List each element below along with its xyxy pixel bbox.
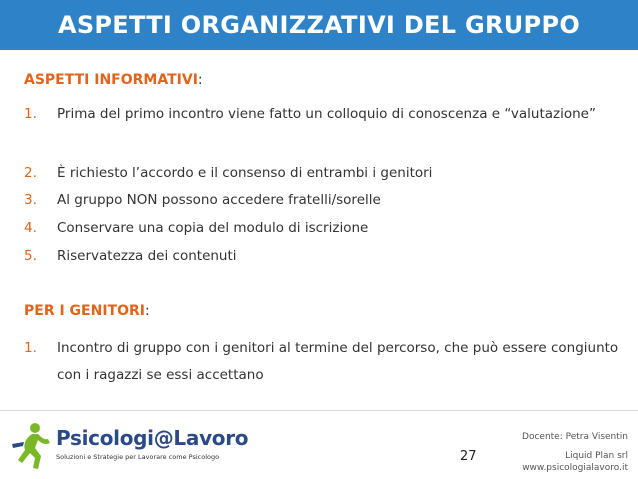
list-number: 4.: [24, 220, 37, 236]
section-heading-text: ASPETTI INFORMATIVI: [24, 72, 198, 88]
company-label: Liquid Plan srl: [565, 451, 628, 461]
section-heading-text: PER I GENITORI: [24, 303, 145, 319]
list-number: 3.: [24, 192, 37, 208]
docente-label: Docente: Petra Visentin: [522, 432, 628, 442]
list-text: Conservare una copia del modulo di iscrizione: [57, 220, 369, 236]
list-text: Prima del primo incontro viene fatto un colloquio di conoscenza e “valutazione”: [57, 106, 596, 122]
runner-figure-icon: [8, 420, 52, 470]
page-number: 27: [460, 449, 477, 464]
list-text: Riservatezza dei contenuti: [57, 248, 237, 264]
footer-divider: [0, 410, 638, 411]
list-number: 2.: [24, 165, 37, 181]
psicologi-lavoro-logo: [8, 420, 249, 470]
heading-colon: :: [144, 303, 150, 319]
list-item: [24, 187, 624, 214]
section-heading-informativi: [24, 72, 203, 88]
page-title: ASPETTI ORGANIZZATIVI DEL GRUPPO: [57, 11, 581, 39]
list-item: [24, 101, 624, 155]
list-number: 1.: [24, 340, 37, 356]
list-text: È richiesto l’accordo e il consenso di entrambi i genitori: [57, 165, 433, 181]
list-item: [24, 160, 624, 187]
section-heading-genitori: [24, 303, 150, 319]
list-item: [24, 215, 624, 242]
list-item: [24, 243, 624, 270]
list-number: 1.: [24, 106, 37, 122]
title-bar: [0, 0, 638, 50]
list-number: 5.: [24, 248, 37, 264]
heading-colon: :: [197, 72, 203, 88]
logo-name: Psicologi@Lavoro: [56, 426, 249, 450]
list-text: Incontro di gruppo con i genitori al termine del percorso, che può essere congiunto con i ragazzi se essi accettano: [57, 340, 619, 383]
logo-tagline: Soluzioni e Strategie per Lavorare come Psicologo: [56, 453, 220, 461]
list-text: Al gruppo NON possono accedere fratelli/sorelle: [57, 192, 381, 208]
list-item: [24, 335, 624, 389]
website-label: www.psicologialavoro.it: [522, 463, 628, 473]
